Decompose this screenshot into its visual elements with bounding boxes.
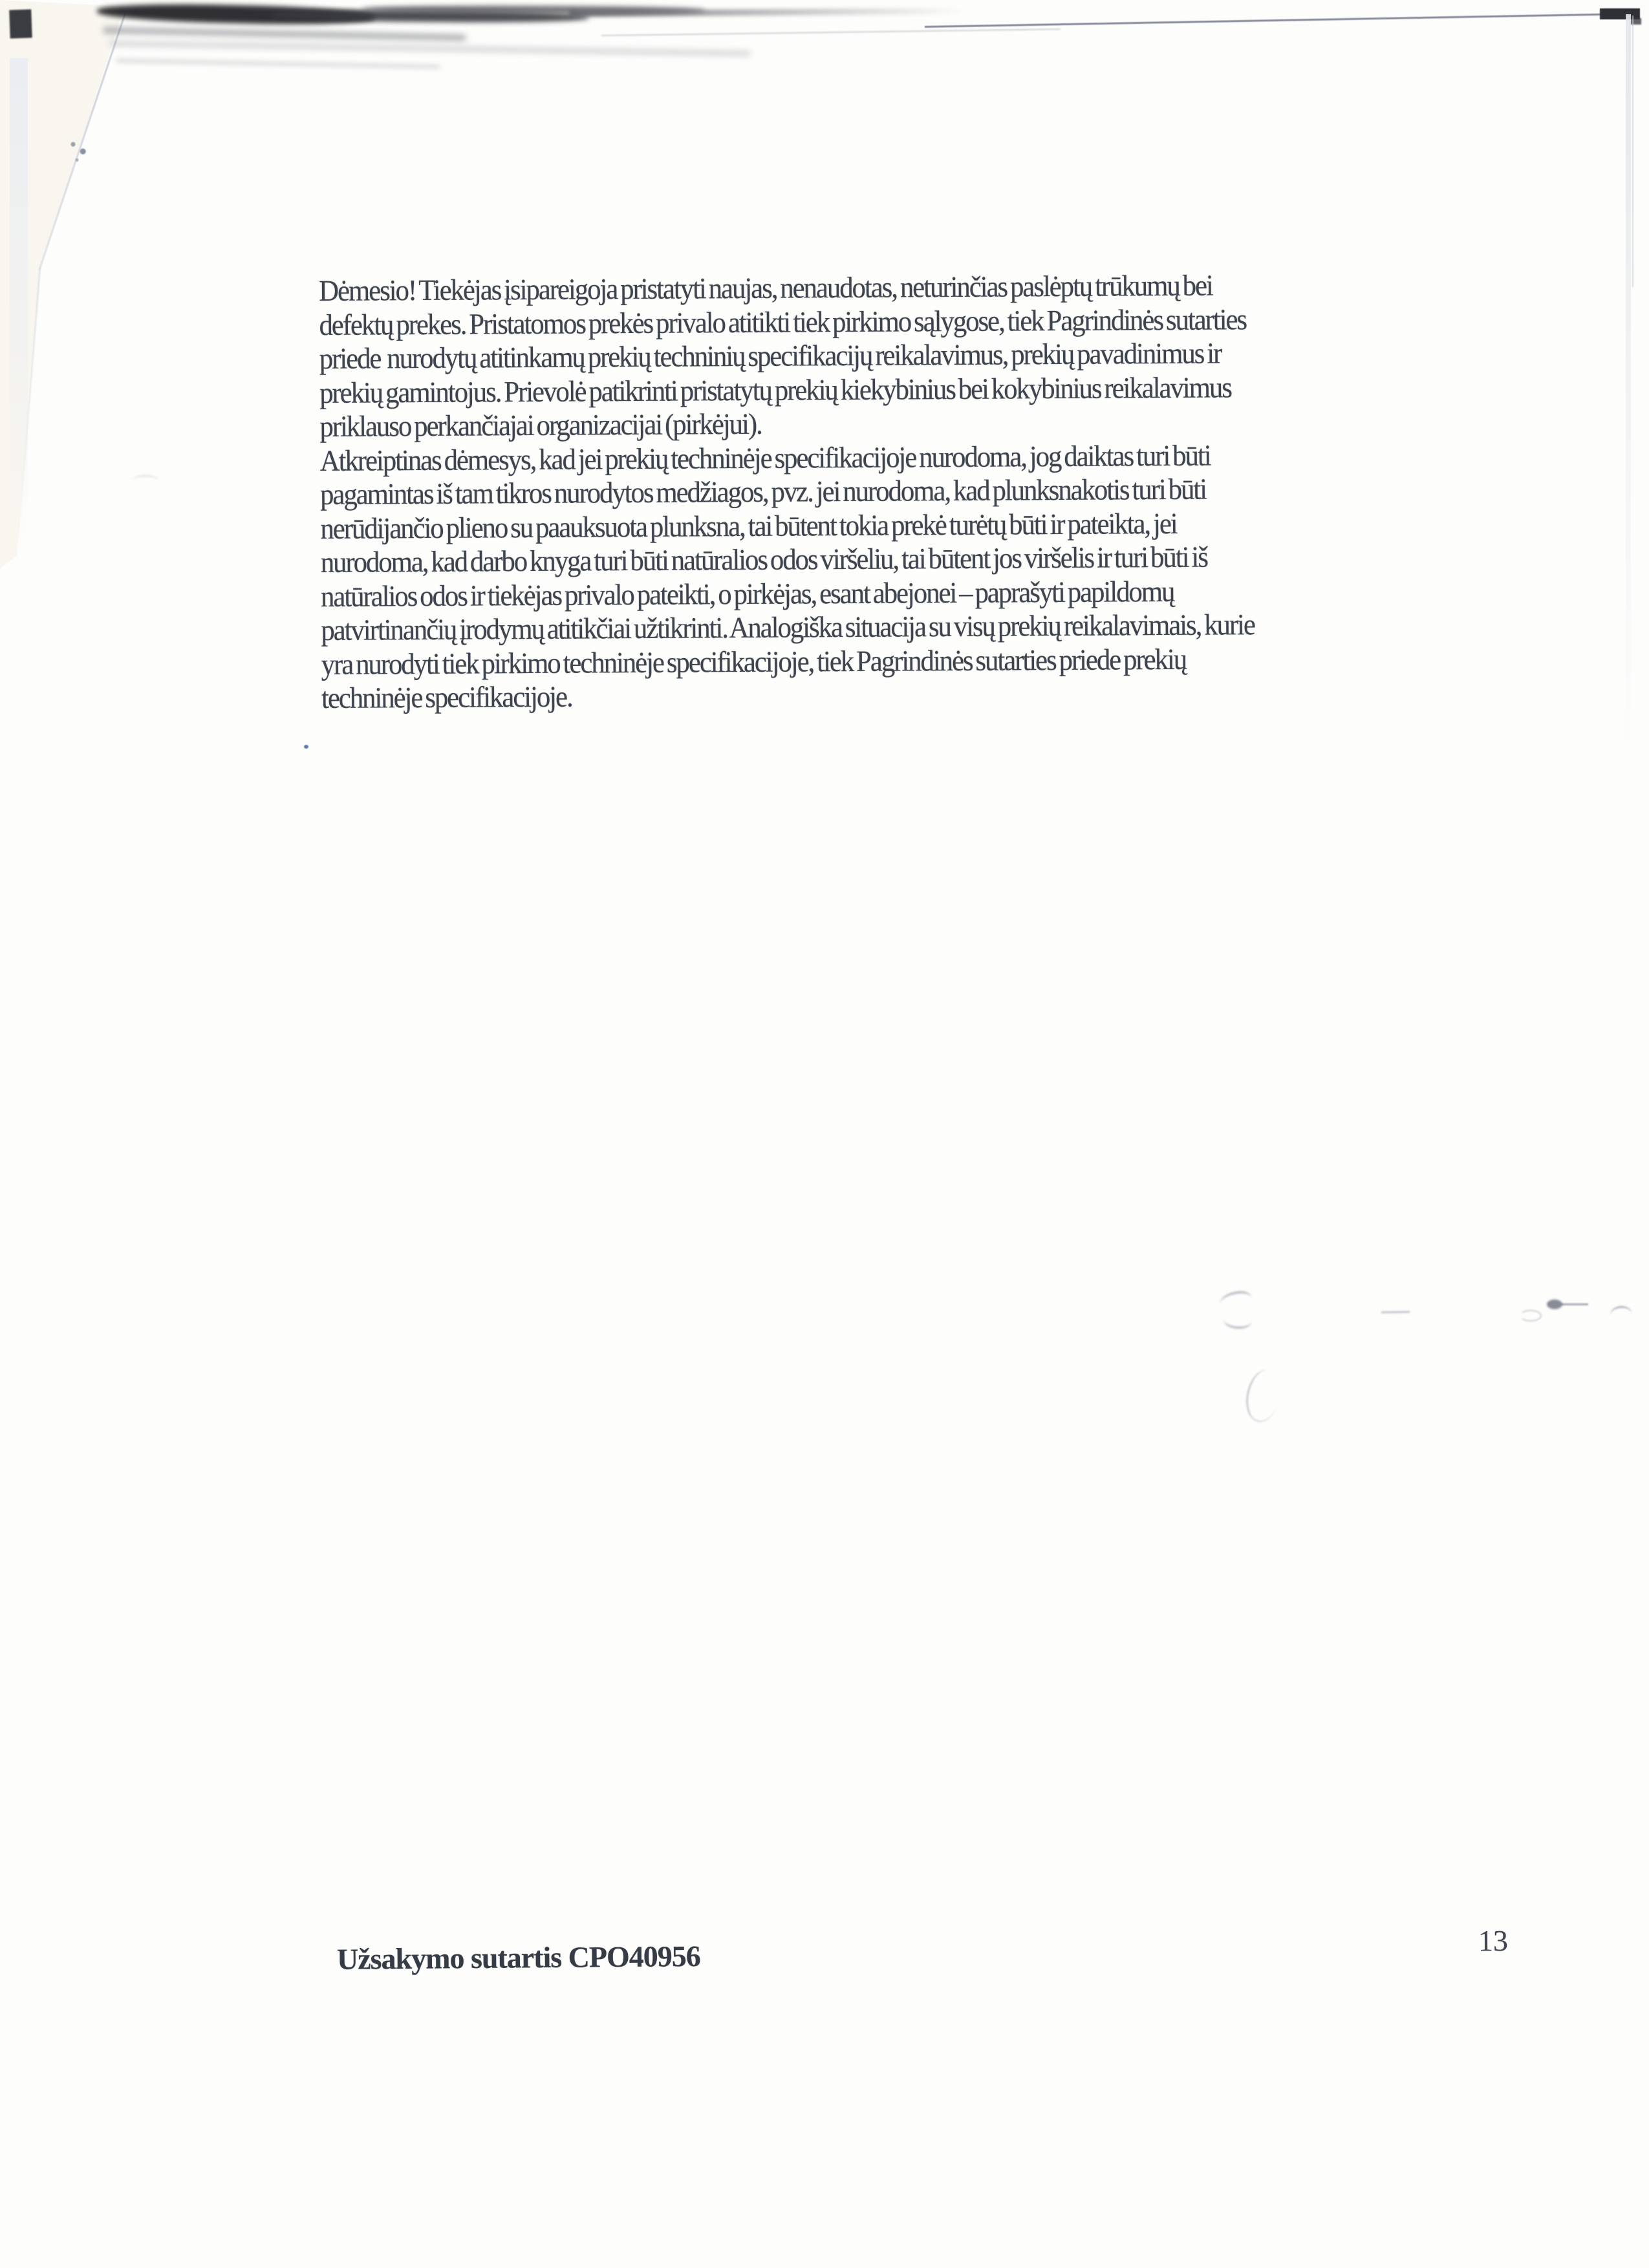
body-text-line: priede nurodytų atitinkamų prekių techninių specifikacijų reikalavimus, prekių pavadinimus ir	[319, 336, 1222, 375]
crease-speck-mark	[65, 136, 91, 164]
body-text-line: defektų prekes. Pristatomos prekės privalo atitikti tiek pirkimo sąlygose, tiek Pagrindinės sutarties	[319, 302, 1247, 341]
body-text-line: yra nurodyti tiek pirkimo techninėje specifikacijoje, tiek Pagrindinės sutarties priede prekių	[321, 642, 1187, 681]
page-edge-line-right	[1632, 16, 1633, 287]
footer-document-reference: Užsakymo sutartis CPO40956	[336, 1939, 700, 1976]
page-top-edge-line	[601, 28, 1061, 36]
bleed-through-smudge	[1242, 1367, 1285, 1426]
body-text-line: natūralios odos ir tiekėjas privalo pateikti, o pirkėjas, esant abejonei – paprašyti papildomų	[320, 574, 1174, 613]
footer-page-number: 13	[1478, 1924, 1509, 1958]
bleed-through-smudge	[1223, 1311, 1253, 1329]
page-edge-shadow-left	[10, 58, 28, 543]
scan-streak	[116, 59, 440, 69]
body-text-line: Dėmesio! Tiekėjas įsipareigoja pristatyti naujas, nenaudotas, neturinčias paslėptų trūkumų bei	[319, 268, 1212, 307]
bleed-through-smudge	[1561, 1303, 1588, 1305]
bleed-through-smudge	[1219, 1290, 1253, 1312]
bleed-through-smudge	[1520, 1310, 1542, 1321]
scan-edge-block-top-left	[9, 9, 32, 38]
body-text-line: techninėje specifikacijoje.	[321, 679, 572, 714]
bleed-through-smudge	[1547, 1300, 1562, 1309]
bleed-through-smudge	[1381, 1311, 1410, 1314]
body-text-line: nurodoma, kad darbo knyga turi būti natūralios odos viršeliu, tai būtent jos viršelis ir turi būti iš	[320, 540, 1207, 579]
scan-streak	[103, 27, 466, 41]
bleed-through-smudge	[133, 475, 158, 486]
body-text-block	[319, 268, 1255, 715]
body-text-line: nerūdijančio plieno su paauksuota plunksna, tai būtent tokia prekė turėtų būti ir pateikta, jei	[320, 506, 1177, 545]
page-top-edge-line	[925, 14, 1605, 28]
body-text-line: prekių gamintojus. Prievolė patikrinti pristatytų prekių kiekybinius bei kokybinius reikalavimus	[319, 370, 1232, 409]
body-text-line: patvirtinančių įrodymų atitikčiai užtikrinti. Analogiška situacija su visų prekių reikalavimais, kurie	[321, 608, 1255, 647]
scan-streak	[110, 41, 750, 56]
body-text-line: Atkreiptinas dėmesys, kad jei prekių techninėje specifikacijoje nurodoma, jog daiktas turi būti	[319, 438, 1211, 477]
page-edge-shadow-right	[1626, 14, 1631, 758]
body-text-line: pagamintas iš tam tikros nurodytos medžiagos, pvz. jei nurodoma, kad plunksnakotis turi būti	[319, 472, 1207, 511]
bleed-through-smudge	[1610, 1305, 1633, 1324]
ink-speck	[304, 745, 308, 749]
body-text-line: priklauso perkančiajai organizacijai (pirkėjui).	[319, 407, 762, 443]
